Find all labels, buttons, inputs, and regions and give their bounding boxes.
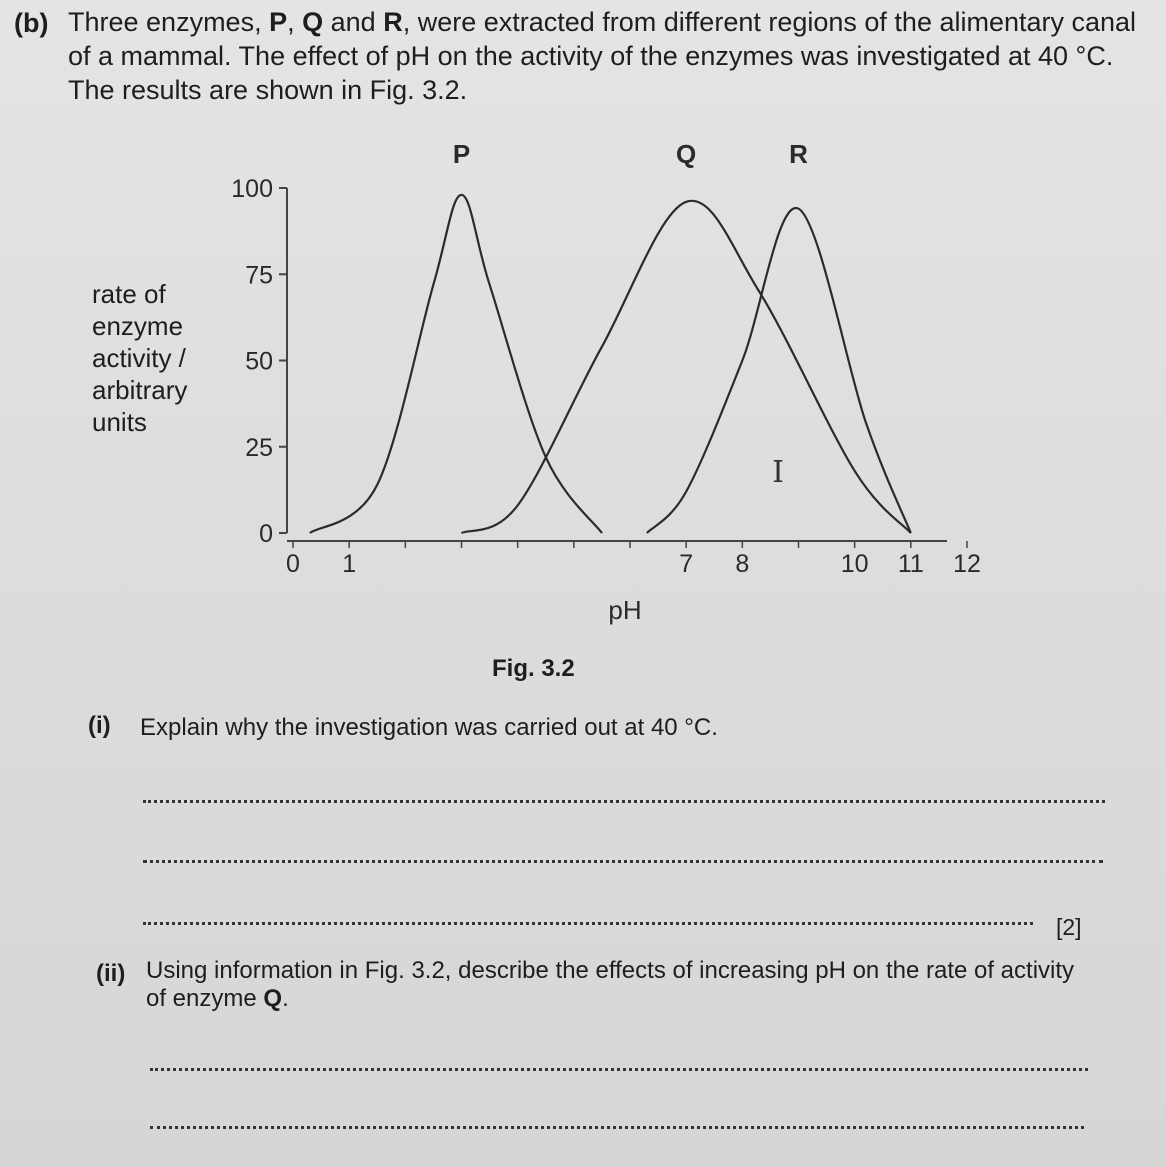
answer-line-i-3[interactable]: [143, 922, 1033, 925]
enzyme-r-label: R: [383, 7, 403, 37]
y-tick-label: 25: [245, 433, 273, 462]
answer-line-i-2[interactable]: [143, 860, 1103, 863]
sub-question-i-text: Explain why the investigation was carried out at 40 °C.: [140, 714, 718, 741]
y-axis-label-line: rate of: [92, 279, 166, 309]
text-cursor-icon: I: [772, 455, 784, 490]
answer-line-i-1[interactable]: [143, 800, 1105, 803]
sub-question-ii-enzyme: Q: [263, 985, 283, 1012]
x-tick-label: 11: [897, 550, 924, 578]
curve-q: [462, 201, 911, 533]
y-tick-label: 75: [245, 261, 273, 290]
y-tick-label: 100: [231, 175, 273, 203]
y-tick-label: 0: [259, 520, 273, 548]
x-tick-label: 1: [342, 550, 357, 578]
intro-separator-2: and: [323, 7, 384, 37]
series-label-r: R: [789, 139, 808, 169]
x-tick-label: 8: [735, 550, 750, 578]
curve-p: [310, 195, 602, 533]
x-tick-label: 10: [840, 550, 869, 578]
x-axis-label: pH: [608, 595, 642, 625]
sub-question-ii-text: [146, 957, 1086, 1013]
x-tick-label: 12: [953, 550, 981, 578]
enzyme-q-label: Q: [302, 7, 324, 37]
intro-text-start: Three enzymes,: [68, 7, 270, 37]
y-axis-label-line: arbitrary: [92, 375, 188, 405]
sub-question-ii-text-end: .: [282, 985, 289, 1012]
x-tick-label: 0: [286, 550, 300, 578]
series-label-q: Q: [676, 139, 697, 169]
marks-i: [2]: [1056, 914, 1082, 940]
sub-question-i-label: (i): [88, 712, 111, 739]
y-axis-label-line: enzyme: [92, 311, 184, 341]
enzyme-p-label: P: [269, 7, 288, 37]
x-tick-label: 7: [679, 550, 694, 578]
y-tick-label: 50: [245, 347, 273, 376]
sub-question-ii-label: (ii): [96, 960, 126, 987]
y-axis-label-line: activity /: [92, 343, 186, 373]
sub-question-ii-text-main: Using information in Fig. 3.2, describe the effects of increasing pH on the rate of activity of enzyme: [146, 957, 1075, 1012]
series-label-p: P: [452, 139, 471, 169]
question-part-label: (b): [14, 8, 49, 38]
intro-separator-1: ,: [287, 7, 303, 37]
answer-line-ii-2[interactable]: [150, 1126, 1084, 1129]
answer-line-ii-1[interactable]: [150, 1068, 1088, 1071]
figure-caption: Fig. 3.2: [492, 655, 575, 682]
y-axis-label-line: units: [92, 407, 147, 437]
intro-text-rest: , were extracted from different regions of the alimentary canal of a mammal. The effect of pH on the activity of the enzymes was investigated at 40 °C. The results are shown in Fig. 3.2.: [68, 7, 1137, 105]
